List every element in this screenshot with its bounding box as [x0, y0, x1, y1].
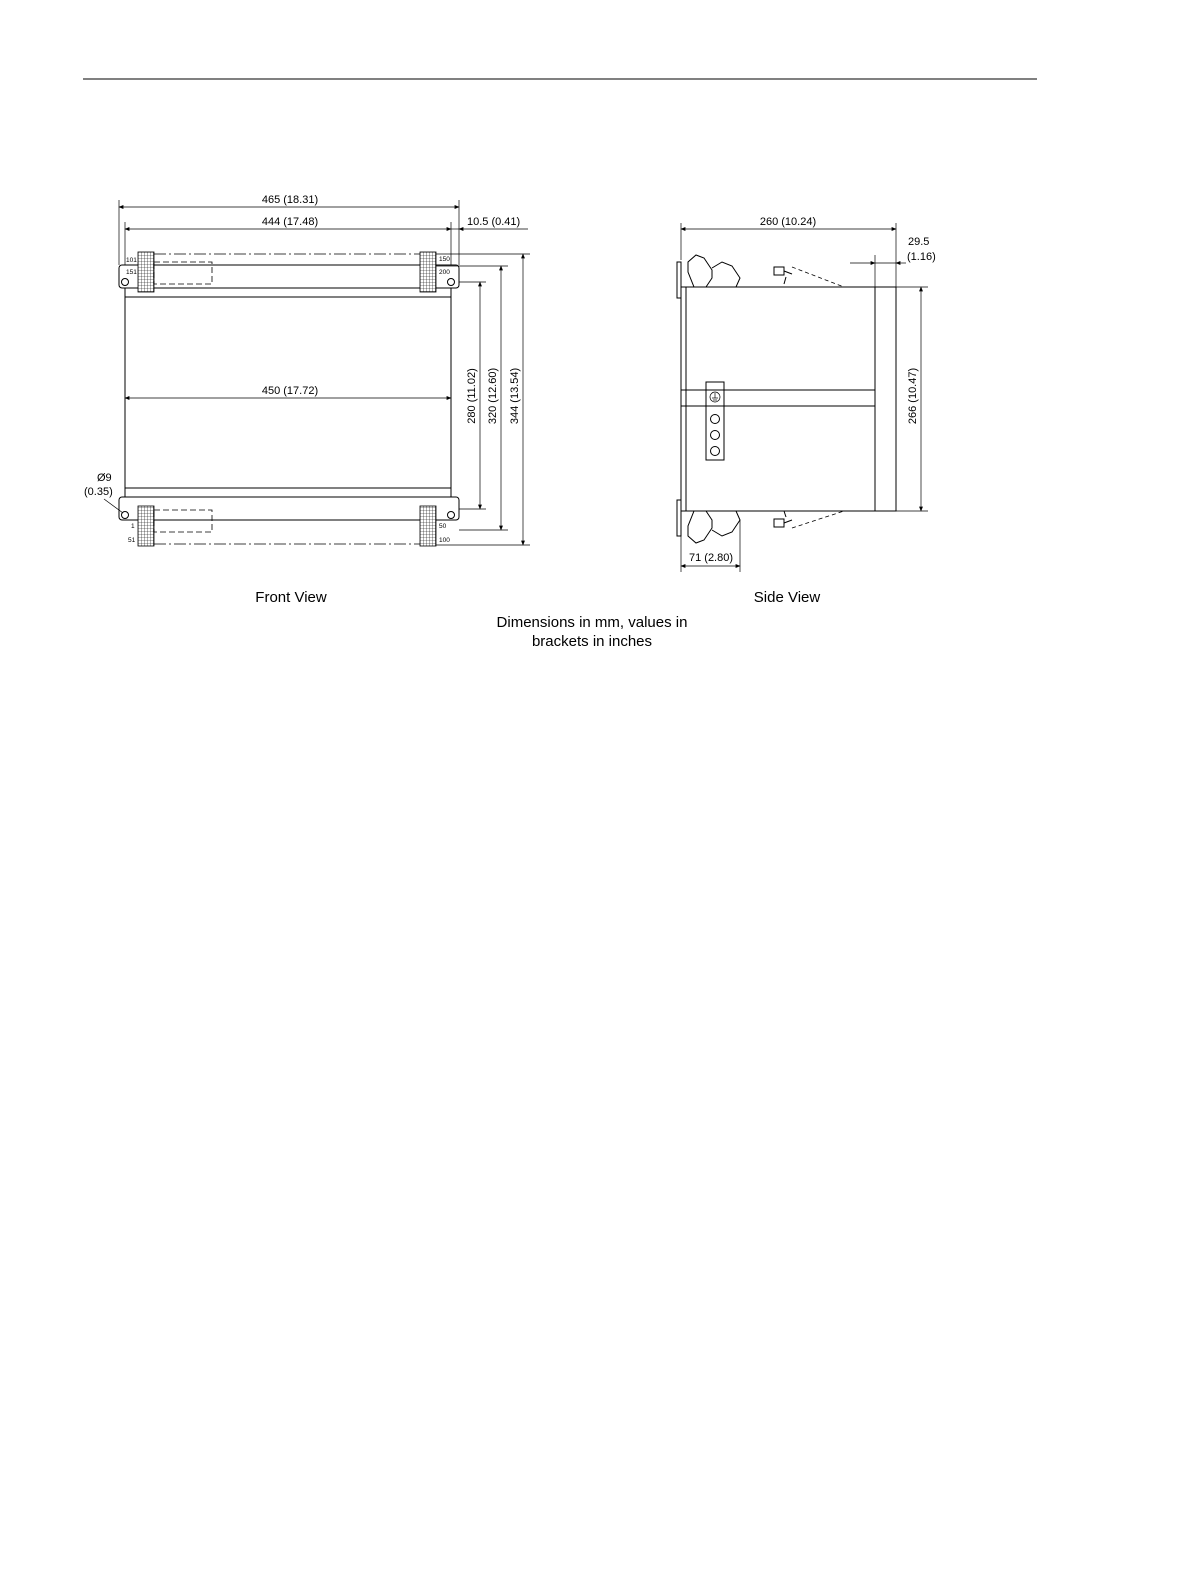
terminal-label: 50 — [439, 523, 447, 530]
dim-hole-diameter-in: (0.35) — [84, 486, 113, 498]
terminal-block-icon — [138, 506, 154, 546]
connector-plug-icon — [688, 255, 712, 287]
note-line-1: Dimensions in mm, values in — [496, 614, 688, 631]
mounting-hole-icon — [122, 279, 129, 286]
dim-front-thickness: 29.5 — [908, 236, 930, 248]
terminal-block-icon — [138, 252, 154, 292]
dim-offset: 10.5 (0.41) — [467, 216, 521, 228]
dim-inner-width: 444 (17.48) — [261, 216, 319, 228]
screw-icon — [774, 267, 792, 284]
front-view-title: Front View — [255, 589, 327, 606]
dim-depth: 260 (10.24) — [759, 216, 817, 228]
dim-hole-diameter: Ø9 — [97, 472, 112, 484]
front-view — [84, 194, 530, 606]
terminal-block-icon — [420, 506, 436, 546]
side-view-title: Side View — [753, 589, 821, 606]
terminal-screw-icon — [711, 431, 720, 440]
dim-side-height: 266 (10.47) — [907, 367, 919, 425]
terminal-label: 150 — [439, 256, 450, 263]
dim-body-width: 450 (17.72) — [261, 385, 319, 397]
terminal-block-icon — [420, 252, 436, 292]
terminal-label: 151 — [126, 269, 137, 276]
connector-plug-icon — [688, 511, 712, 543]
terminal-label: 200 — [439, 269, 450, 276]
terminal-label: 51 — [128, 537, 136, 544]
terminal-screw-icon — [711, 447, 720, 456]
dim-height-320: 320 (12.60) — [487, 367, 499, 425]
screw-icon — [774, 511, 792, 527]
dim-rear: 71 (2.80) — [688, 552, 734, 564]
top-mounting-plate — [119, 265, 459, 288]
side-view — [677, 216, 936, 606]
terminal-label: 100 — [439, 537, 450, 544]
dim-overall-width: 465 (18.31) — [261, 194, 319, 206]
terminal-label: 101 — [126, 257, 137, 264]
dim-front-thickness-in: (1.16) — [907, 251, 936, 263]
front-panel — [875, 287, 896, 511]
bottom-mounting-plate — [119, 497, 459, 520]
mounting-hole-icon — [448, 279, 455, 286]
dim-height-344: 344 (13.54) — [509, 367, 521, 425]
terminal-screw-icon — [711, 415, 720, 424]
dim-height-280: 280 (11.02) — [466, 368, 478, 424]
note-line-2: brackets in inches — [531, 633, 653, 650]
terminal-label: 1 — [131, 523, 135, 530]
mounting-hole-icon — [448, 512, 455, 519]
